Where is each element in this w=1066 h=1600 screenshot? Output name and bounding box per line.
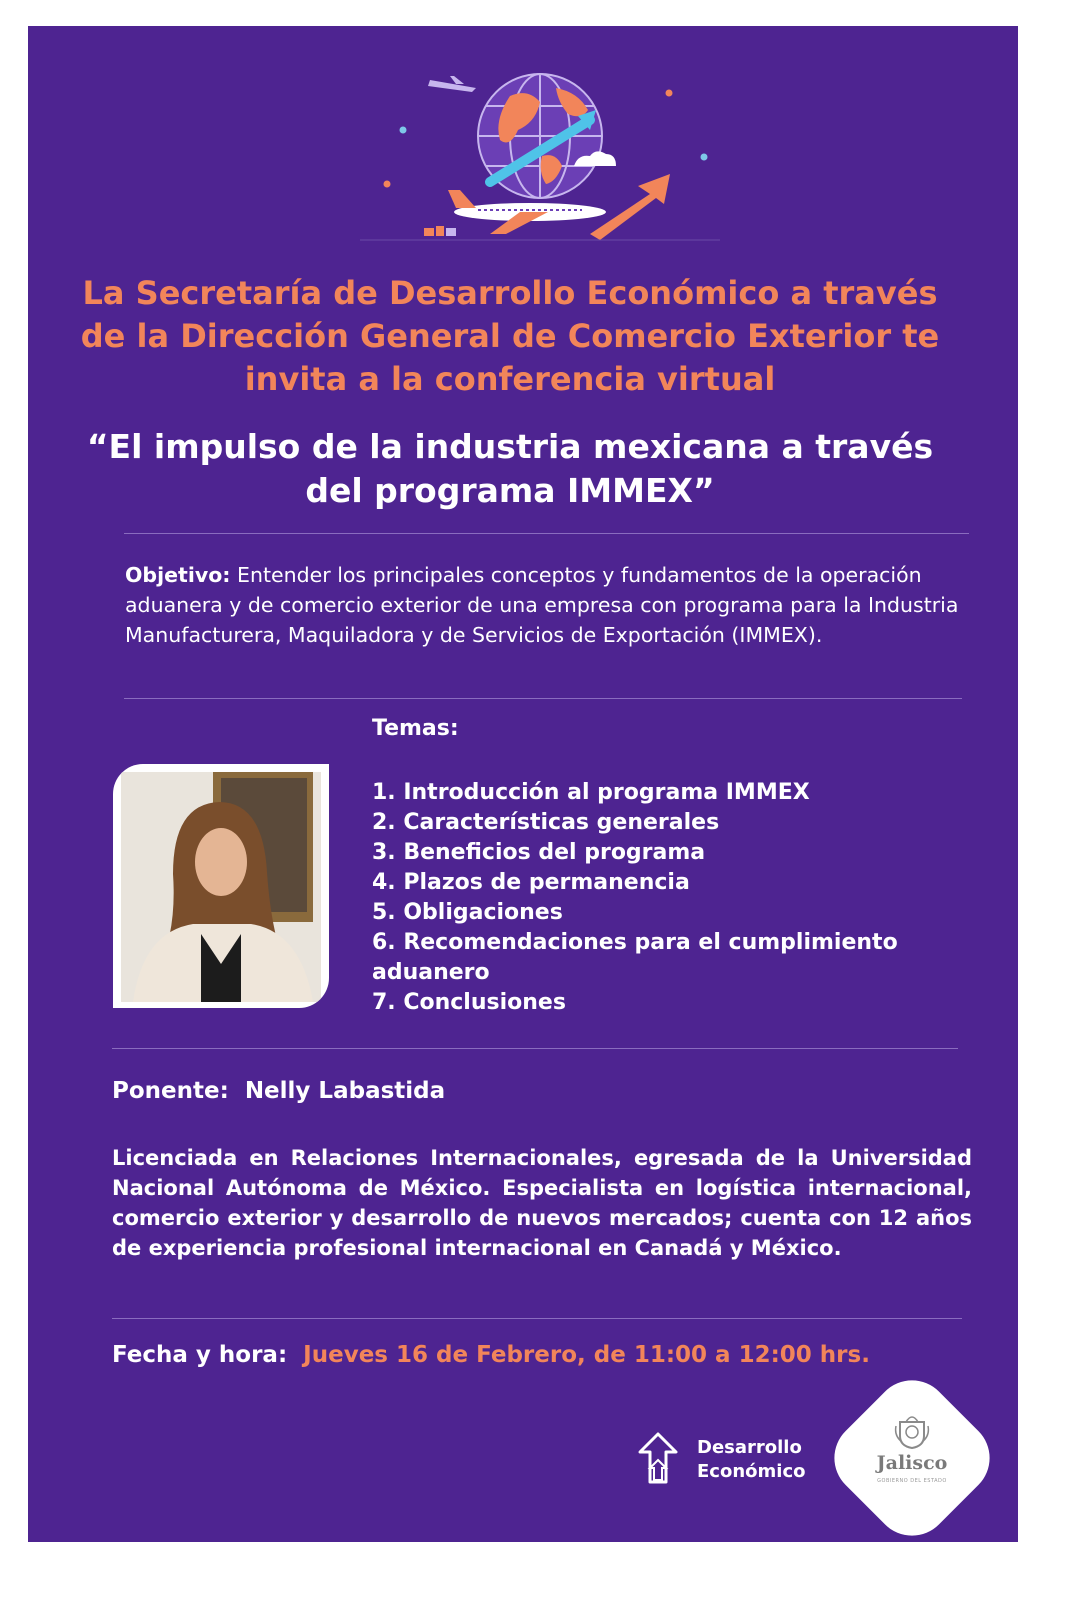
objective-label: Objetivo: <box>125 563 231 587</box>
topics-heading: Temas: <box>372 716 459 741</box>
jalisco-subtitle: GOBIERNO DEL ESTADO <box>877 1478 947 1484</box>
small-plane-icon <box>428 76 476 92</box>
list-item: 4. Plazos de permanencia <box>372 870 690 895</box>
list-item: 7. Conclusiones <box>372 990 566 1015</box>
dot-decoration <box>400 127 407 134</box>
globe-plane-illustration <box>360 44 720 244</box>
list-item: 2. Características generales <box>372 810 720 835</box>
divider <box>112 1318 962 1319</box>
list-item: 3. Beneficios del programa <box>372 840 706 865</box>
schedule-value: Jueves 16 de Febrero, de 11:00 a 12:00 hrs. <box>303 1342 870 1368</box>
speaker-line <box>112 1078 445 1104</box>
invitation-headline: La Secretaría de Desarrollo Económico a través de la Dirección General de Comercio Exterior te invita a la conferencia virtual <box>80 274 940 398</box>
divider <box>112 1048 958 1049</box>
divider <box>124 698 962 699</box>
logo-text-line: Económico <box>697 1461 806 1482</box>
rising-arrow-icon <box>590 174 670 240</box>
list-item: 1. Introducción al programa IMMEX <box>372 780 810 805</box>
conference-title: “El impulso de la industria mexicana a través del programa IMMEX” <box>86 427 934 510</box>
desarrollo-economico-logo-text <box>697 1436 805 1484</box>
dot-decoration <box>384 181 391 188</box>
schedule-line <box>112 1342 870 1368</box>
objective-text: Entender los principales conceptos y fundamentos de la operación aduanera y de comercio exterior de una empresa con programa para la Industria Manufacturera, Maquiladora y de Servicios de Exportación (IMMEX). <box>125 563 959 647</box>
divider <box>124 533 969 534</box>
jalisco-crest-icon <box>894 1412 930 1450</box>
topics-list <box>372 778 962 1018</box>
dot-decoration <box>701 154 708 161</box>
jalisco-name: Jalisco <box>876 1452 948 1474</box>
speaker-label: Ponente: <box>112 1078 229 1104</box>
list-item: 6. Recomendaciones para el cumplimiento aduanero <box>372 930 898 985</box>
dot-decoration <box>666 90 673 97</box>
speaker-photo <box>113 764 329 1008</box>
jalisco-logo <box>846 1392 978 1524</box>
speaker-bio: Licenciada en Relaciones Internacionales, egresada de la Universidad Nacional Autónoma de México. Especialista en logística internacional, comercio exterior y desarrollo de nuevos mercados; cuenta con 12 años de experiencia profesional internacional en Canadá y México. <box>112 1146 972 1260</box>
speaker-name: Nelly Labastida <box>244 1078 446 1104</box>
logo-text-line: Desarrollo <box>697 1437 802 1458</box>
list-item: 5. Obligaciones <box>372 900 563 925</box>
desarrollo-economico-logo-icon <box>636 1430 680 1486</box>
schedule-label: Fecha y hora: <box>112 1342 288 1368</box>
objective-paragraph <box>125 560 965 650</box>
